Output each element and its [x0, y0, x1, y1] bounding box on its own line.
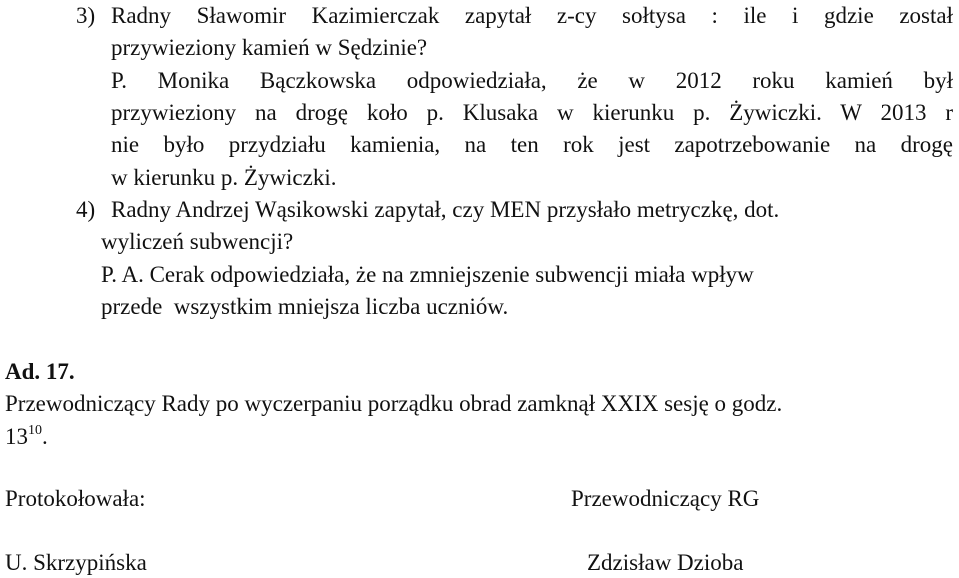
item-4-answer-line-1: P. A. Cerak odpowiedziała, że na zmniejszenie subwencji miała wpływ — [101, 262, 754, 287]
signature-right-role: Przewodniczący RG — [571, 486, 760, 511]
ad-text-line-1: Przewodniczący Rady po wyczerpaniu porządku obrad zamknął XXIX sesję o godz. — [5, 391, 783, 416]
ad-time-minutes: 10 — [28, 423, 42, 438]
ad-time-suffix: . — [42, 424, 48, 449]
signature-right-name: Zdzisław Dzioba — [587, 550, 744, 575]
item-4-answer-line-2: przede wszystkim mniejsza liczba uczniów. — [101, 294, 509, 319]
item-3-answer-line-4: w kierunku p. Żywiczki. — [111, 165, 337, 190]
item-3-answer-line-3: nie było przydziału kamienia, na ten rok jest zapotrzebowanie na drogę — [111, 132, 953, 157]
ad-heading: Ad. 17. — [5, 359, 75, 384]
item-3-answer-line-1: P. Monika Bączkowska odpowiedziała, że w 2012 roku kamień był — [111, 68, 953, 93]
signature-left-name: U. Skrzypińska — [5, 550, 147, 575]
item-4-question-line-1: Radny Andrzej Wąsikowski zapytał, czy MEN przysłało metryczkę, dot. — [111, 197, 780, 222]
ad-time-line — [5, 424, 48, 454]
item-4-question-line-2: wyliczeń subwencji? — [101, 229, 294, 254]
signature-left-role: Protokołowała: — [5, 486, 146, 511]
item-3-number: 3) — [76, 3, 96, 28]
ad-time-hour: 13 — [5, 424, 28, 449]
item-4-number: 4) — [76, 197, 96, 222]
item-3-answer-line-2: przywieziony na drogę koło p. Klusaka w kierunku p. Żywiczki. W 2013 r — [111, 100, 953, 125]
item-3-question-line-1: Radny Sławomir Kazimierczak zapytał z-cy sołtysa : ile i gdzie został — [111, 3, 953, 28]
item-3-question-line-2: przywieziony kamień w Sędzinie? — [111, 35, 428, 60]
